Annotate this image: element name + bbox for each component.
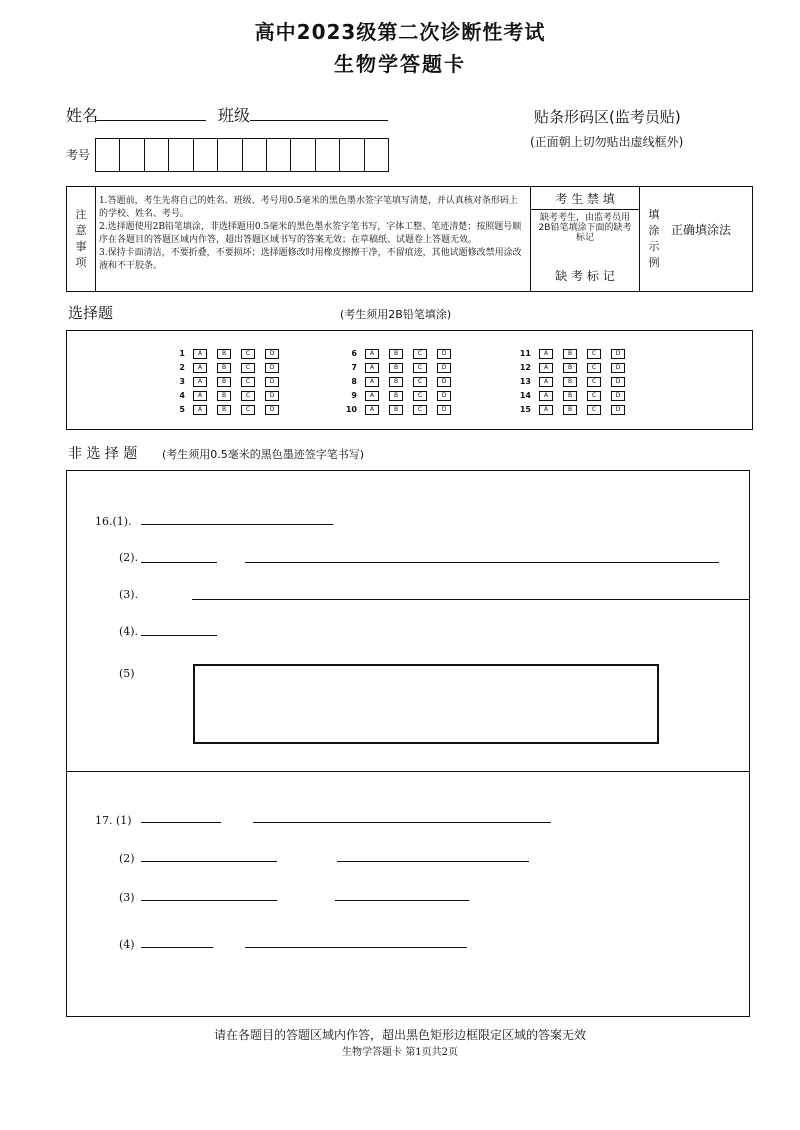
question-number: 7	[351, 363, 357, 372]
choice-question	[337, 389, 461, 402]
choice-question	[337, 347, 461, 360]
class-field[interactable]	[250, 102, 388, 121]
option-a[interactable]: A	[539, 405, 553, 415]
notice-item: 2.选择题使用2B铅笔填涂，非选择题用0.5毫米的黑色墨水签字笔书写，字体工整、笔迹清楚；按照题号顺序在各题目的答题区域内作答，超出答题区域书写的答案无效；在草稿纸、试题卷上答题无效。	[99, 222, 522, 245]
option-a[interactable]: A	[365, 363, 379, 373]
q17-part2-line-b[interactable]	[337, 861, 529, 862]
q17-part3-line-b[interactable]	[335, 900, 469, 901]
question-number: 1	[179, 349, 185, 358]
fill-example-label: 填涂示例	[648, 208, 660, 269]
option-d[interactable]: D	[611, 349, 625, 359]
question-number: 4	[179, 391, 185, 400]
option-d[interactable]: D	[437, 391, 451, 401]
option-a[interactable]: A	[365, 405, 379, 415]
option-c[interactable]: C	[587, 405, 601, 415]
q16-part5-answer-box[interactable]	[193, 664, 659, 744]
choice-note: (考生须用2B铅笔填涂)	[340, 308, 452, 321]
choice-question	[511, 375, 635, 388]
option-d[interactable]: D	[611, 391, 625, 401]
exam-no-box[interactable]	[340, 139, 364, 171]
exam-no-label: 考号	[66, 148, 91, 162]
choice-question	[165, 361, 289, 374]
choice-title: 选择题	[68, 304, 114, 322]
question-number: 5	[179, 405, 185, 414]
question-number: 14	[519, 391, 531, 400]
question-number: 3	[179, 377, 185, 386]
question-16-area	[67, 471, 749, 772]
option-c[interactable]: C	[241, 405, 255, 415]
notice-item: 1.答题前，考生先将自己的姓名、班级、考号用0.5毫米的黑色墨水签字笔填写清楚，并认真核对条形码上的学校、姓名、考号。	[99, 196, 518, 219]
question-number: 13	[519, 377, 531, 386]
option-d[interactable]: D	[437, 363, 451, 373]
option-d[interactable]: D	[611, 405, 625, 415]
option-b[interactable]: B	[217, 391, 231, 401]
question-number: 9	[351, 391, 357, 400]
question-number: 12	[519, 363, 531, 372]
choice-question	[511, 403, 635, 416]
choice-question	[165, 347, 289, 360]
choice-question	[511, 361, 635, 374]
choice-question	[165, 375, 289, 388]
footer-page: 生物学答题卡 第1页共2页	[342, 1047, 458, 1058]
option-c[interactable]: C	[413, 349, 427, 359]
option-a[interactable]: A	[365, 349, 379, 359]
forbidden-title: 考 生 禁 填	[531, 187, 639, 210]
option-a[interactable]: A	[193, 405, 207, 415]
option-c[interactable]: C	[241, 377, 255, 387]
option-c[interactable]: C	[413, 391, 427, 401]
option-b[interactable]: B	[563, 405, 577, 415]
name-label: 姓名	[66, 106, 99, 125]
q16-part2-label: (2).	[119, 551, 139, 564]
exam-no-box[interactable]	[120, 139, 144, 171]
q17-part4-line-a[interactable]	[141, 947, 213, 948]
question-number: 15	[519, 405, 531, 414]
option-d[interactable]: D	[265, 363, 279, 373]
exam-no-boxes[interactable]	[95, 138, 389, 172]
q17-part4-label: (4)	[119, 938, 135, 951]
option-d[interactable]: D	[265, 405, 279, 415]
name-field[interactable]	[96, 102, 206, 121]
question-number: 11	[519, 349, 531, 358]
nonchoice-box	[66, 470, 750, 1017]
q17-part4-line-b[interactable]	[245, 947, 467, 948]
exam-no-box[interactable]	[316, 139, 340, 171]
option-d[interactable]: D	[265, 391, 279, 401]
option-c[interactable]: C	[413, 377, 427, 387]
option-c[interactable]: C	[413, 363, 427, 373]
option-d[interactable]: D	[437, 377, 451, 387]
option-a[interactable]: A	[193, 377, 207, 387]
choice-question	[511, 389, 635, 402]
q17-part1-label: 17. (1)	[95, 814, 132, 827]
option-d[interactable]: D	[611, 363, 625, 373]
choice-question	[511, 347, 635, 360]
nonchoice-title: 非 选 择 题	[68, 446, 138, 462]
exam-no-box[interactable]	[218, 139, 242, 171]
option-b[interactable]: B	[389, 377, 403, 387]
q16-part5-label: (5)	[119, 667, 135, 680]
notice-items	[99, 195, 525, 273]
notice-box	[66, 186, 753, 292]
choice-question	[337, 361, 461, 374]
exam-no-box[interactable]	[365, 139, 388, 171]
option-b[interactable]: B	[217, 349, 231, 359]
exam-title: 高中2023级第二次诊断性考试	[254, 20, 546, 44]
choice-question	[165, 403, 289, 416]
question-number: 8	[351, 377, 357, 386]
choice-question	[337, 375, 461, 388]
forbidden-area	[530, 187, 640, 291]
notice-label: 注意事项	[75, 208, 87, 269]
q16-part2-line-b[interactable]	[245, 562, 719, 563]
option-a[interactable]: A	[193, 363, 207, 373]
exam-no-box[interactable]	[291, 139, 315, 171]
q16-part1-line[interactable]	[141, 524, 333, 525]
option-b[interactable]: B	[217, 363, 231, 373]
exam-no-box[interactable]	[145, 139, 169, 171]
option-b[interactable]: B	[217, 377, 231, 387]
option-a[interactable]: A	[539, 391, 553, 401]
option-a[interactable]: A	[365, 391, 379, 401]
option-c[interactable]: C	[413, 405, 427, 415]
fill-example-text: 正确填涂法	[671, 223, 732, 237]
q16-part2-line-a[interactable]	[141, 562, 217, 563]
nonchoice-note: (考生须用0.5毫米的黑色墨迹签字笔书写)	[162, 448, 365, 461]
barcode-note: (正面朝上切勿贴出虚线框外)	[530, 135, 684, 149]
notice-item: 3.保持卡面清洁，不要折叠，不要损坏；选择题修改时用橡皮擦擦干净，不留痕迹，其他试题修改禁用涂改液和不干胶条。	[99, 248, 522, 271]
option-a[interactable]: A	[539, 363, 553, 373]
option-c[interactable]: C	[241, 363, 255, 373]
exam-no-box[interactable]	[169, 139, 193, 171]
q17-part2-line-a[interactable]	[141, 861, 277, 862]
option-b[interactable]: B	[389, 391, 403, 401]
footer-warning: 请在各题目的答题区域内作答，超出黑色矩形边框限定区域的答案无效	[213, 1028, 586, 1042]
option-a[interactable]: A	[539, 377, 553, 387]
q17-part3-line-a[interactable]	[141, 900, 277, 901]
q17-part1-line-a[interactable]	[141, 822, 221, 823]
option-c[interactable]: C	[241, 349, 255, 359]
option-d[interactable]: D	[265, 349, 279, 359]
option-b[interactable]: B	[389, 363, 403, 373]
option-b[interactable]: B	[563, 377, 577, 387]
exam-no-box[interactable]	[267, 139, 291, 171]
option-c[interactable]: C	[241, 391, 255, 401]
choice-box	[66, 330, 753, 430]
option-d[interactable]: D	[265, 377, 279, 387]
exam-no-box[interactable]	[96, 139, 120, 171]
q16-part4-label: (4).	[119, 625, 139, 638]
option-c[interactable]: C	[587, 391, 601, 401]
exam-no-box[interactable]	[243, 139, 267, 171]
barcode-label: 贴条形码区(监考员贴)	[534, 108, 681, 126]
forbidden-desc: 缺考考生，由监考员用2B铅笔填涂下面的缺考标记	[538, 213, 632, 243]
choice-question	[337, 403, 461, 416]
option-d[interactable]: D	[437, 405, 451, 415]
notice-label-cell	[67, 187, 96, 291]
option-a[interactable]: A	[365, 377, 379, 387]
option-b[interactable]: B	[563, 363, 577, 373]
class-label: 班级	[218, 106, 251, 125]
option-b[interactable]: B	[563, 391, 577, 401]
option-a[interactable]: A	[193, 349, 207, 359]
q16-part3-line[interactable]	[192, 599, 749, 600]
q16-part4-line[interactable]	[141, 635, 217, 636]
q16-part1-label: 16.(1).	[95, 515, 132, 528]
question-number: 6	[351, 349, 357, 358]
q16-part3-label: (3).	[119, 588, 139, 601]
q17-part3-label: (3)	[119, 891, 135, 904]
exam-no-box[interactable]	[194, 139, 218, 171]
option-b[interactable]: B	[217, 405, 231, 415]
option-b[interactable]: B	[563, 349, 577, 359]
absent-mark[interactable]: 缺 考 标 记	[555, 269, 615, 283]
q17-part1-line-b[interactable]	[253, 822, 551, 823]
option-d[interactable]: D	[611, 377, 625, 387]
option-a[interactable]: A	[193, 391, 207, 401]
option-a[interactable]: A	[539, 349, 553, 359]
option-c[interactable]: C	[587, 377, 601, 387]
option-c[interactable]: C	[587, 363, 601, 373]
option-b[interactable]: B	[389, 405, 403, 415]
choice-question	[165, 389, 289, 402]
option-b[interactable]: B	[389, 349, 403, 359]
question-number: 2	[179, 363, 185, 372]
question-number: 10	[345, 405, 357, 414]
option-d[interactable]: D	[437, 349, 451, 359]
option-c[interactable]: C	[587, 349, 601, 359]
q17-part2-label: (2)	[119, 852, 135, 865]
card-title: 生物学答题卡	[334, 52, 466, 76]
